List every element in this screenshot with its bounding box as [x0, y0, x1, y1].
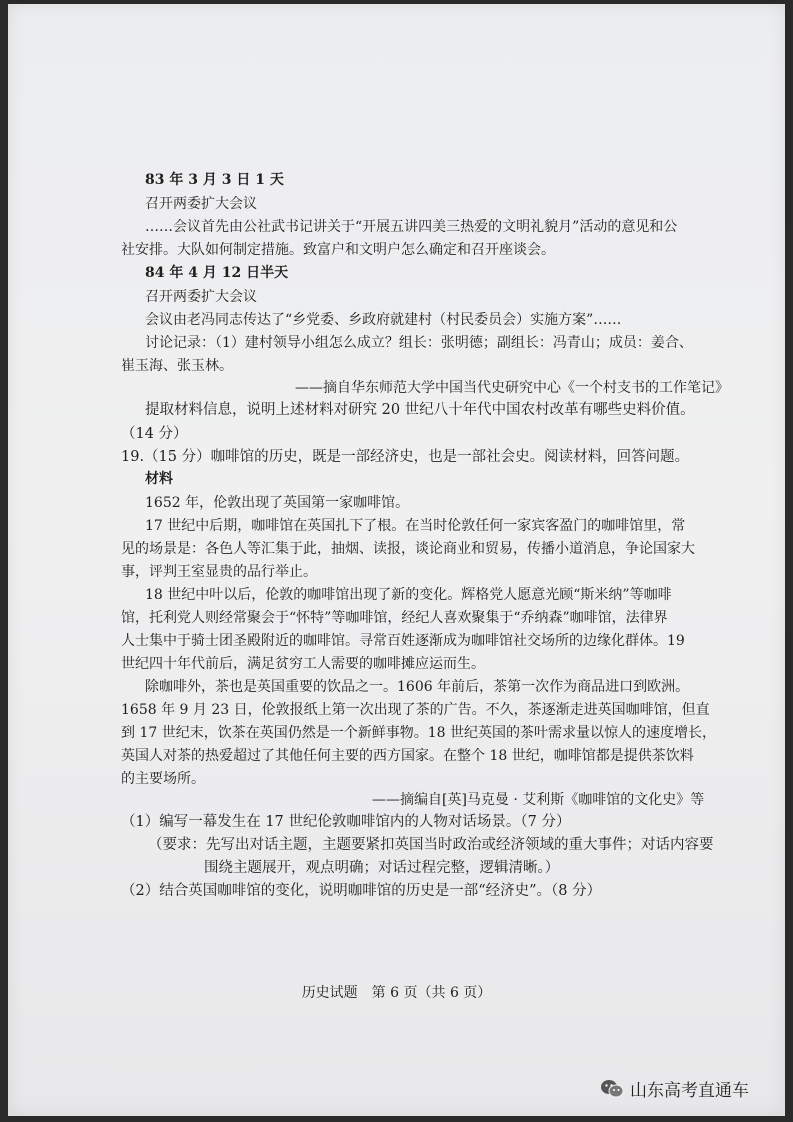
- text-line: 人士集中于骑士团圣殿附近的咖啡馆。寻常百姓逐渐成为咖啡馆社交场所的边缘化群体。19: [121, 633, 685, 649]
- text-line: 馆，托利党人则经常聚会于“怀特”等咖啡馆，经纪人喜欢聚集于“乔纳森”咖啡馆，法律界: [121, 610, 668, 626]
- text-line: 世纪四十年代前后，满足贫穷工人需要的咖啡摊应运而生。: [121, 656, 485, 672]
- text-line: （1）编写一幕发生在 17 世纪伦敦咖啡馆内的人物对话场景。（7 分）: [121, 814, 571, 830]
- text-line: ——摘编自[英]马克曼 · 艾利斯《咖啡馆的文化史》等: [372, 792, 705, 808]
- text-line: 会议由老冯同志传达了“乡党委、乡政府就建村（村民委员会）实施方案”……: [145, 312, 622, 328]
- text-line: 事，评判王室显贵的品行举止。: [121, 564, 317, 580]
- text-line: 材料: [145, 471, 173, 487]
- text-line: 召开两委扩大会议: [145, 289, 257, 305]
- text-line: 到 17 世纪末，饮茶在英国仍然是一个新鲜事物。18 世纪英国的茶叶需求量以惊人的速度增长，: [121, 725, 716, 741]
- text-line: ——摘自华东师范大学中国当代史研究中心《一个村支书的工作笔记》: [295, 380, 729, 396]
- text-line: 讨论记录：（1）建村领导小组怎么成立？组长：张明德；副组长：冯青山；成员：姜合、: [145, 335, 693, 351]
- text-line: 18 世纪中叶以后，伦敦的咖啡馆出现了新的变化。辉格党人愿意光顾“斯米纳”等咖啡: [145, 587, 672, 603]
- text-line: ……会议首先由公社武书记讲关于“开展五讲四美三热爱的文明礼貌月”活动的意见和公: [145, 219, 678, 235]
- text-line: 的主要场所。: [121, 771, 205, 787]
- text-line: 围绕主题展开，观点明确；对话过程完整，逻辑清晰。）: [204, 860, 560, 876]
- text-line: 83 年 3 月 3 日 1 天: [145, 172, 284, 188]
- text-line: （2）结合英国咖啡馆的变化，说明咖啡馆的历史是一部“经济史”。（8 分）: [121, 883, 602, 899]
- text-line: 1652 年，伦敦出现了英国第一家咖啡馆。: [145, 495, 410, 511]
- text-line: 1658 年 9 月 23 日，伦敦报纸上第一次出现了茶的广告。不久，茶逐渐走进英国咖啡馆，但直: [121, 702, 710, 718]
- watermark: [600, 1076, 749, 1101]
- wechat-icon: [600, 1078, 624, 1100]
- text-line: 17 世纪中后期，咖啡馆在英国扎下了根。在当时伦敦任何一家宾客盈门的咖啡馆里，常: [145, 518, 686, 534]
- text-line: 崔玉海、张玉林。: [121, 358, 233, 374]
- text-line: 见的场景是：各色人等汇集于此，抽烟、读报，谈论商业和贸易，传播小道消息，争论国家大: [121, 541, 695, 557]
- text-line: 除咖啡外，茶也是英国重要的饮品之一。1606 年前后，茶第一次作为商品进口到欧洲。: [145, 679, 690, 695]
- text-line: 19.（15 分）咖啡馆的历史，既是一部经济史，也是一部社会史。阅读材料，回答问题。: [121, 449, 690, 465]
- text-line: （14 分）: [121, 426, 188, 442]
- text-line: 社安排。大队如何制定措施。致富户和文明户怎么确定和召开座谈会。: [121, 242, 555, 258]
- watermark-text: 山东高考直通车: [630, 1081, 749, 1101]
- text-line: 84 年 4 月 12 日半天: [145, 265, 289, 281]
- text-line: （要求：先写出对话主题，主题要紧扣英国当时政治或经济领域的重大事件；对话内容要: [148, 837, 714, 853]
- text-line: 提取材料信息，说明上述材料对研究 20 世纪八十年代中国农村改革有哪些史料价值。: [145, 402, 695, 418]
- page-footer: 历史试题 第 6 页（共 6 页）: [301, 985, 492, 1001]
- text-line: 召开两委扩大会议: [145, 196, 257, 212]
- exam-page: [8, 4, 785, 1116]
- text-line: 英国人对茶的热爱超过了其他任何主要的西方国家。在整个 18 世纪，咖啡馆都是提供茶饮料: [121, 748, 694, 764]
